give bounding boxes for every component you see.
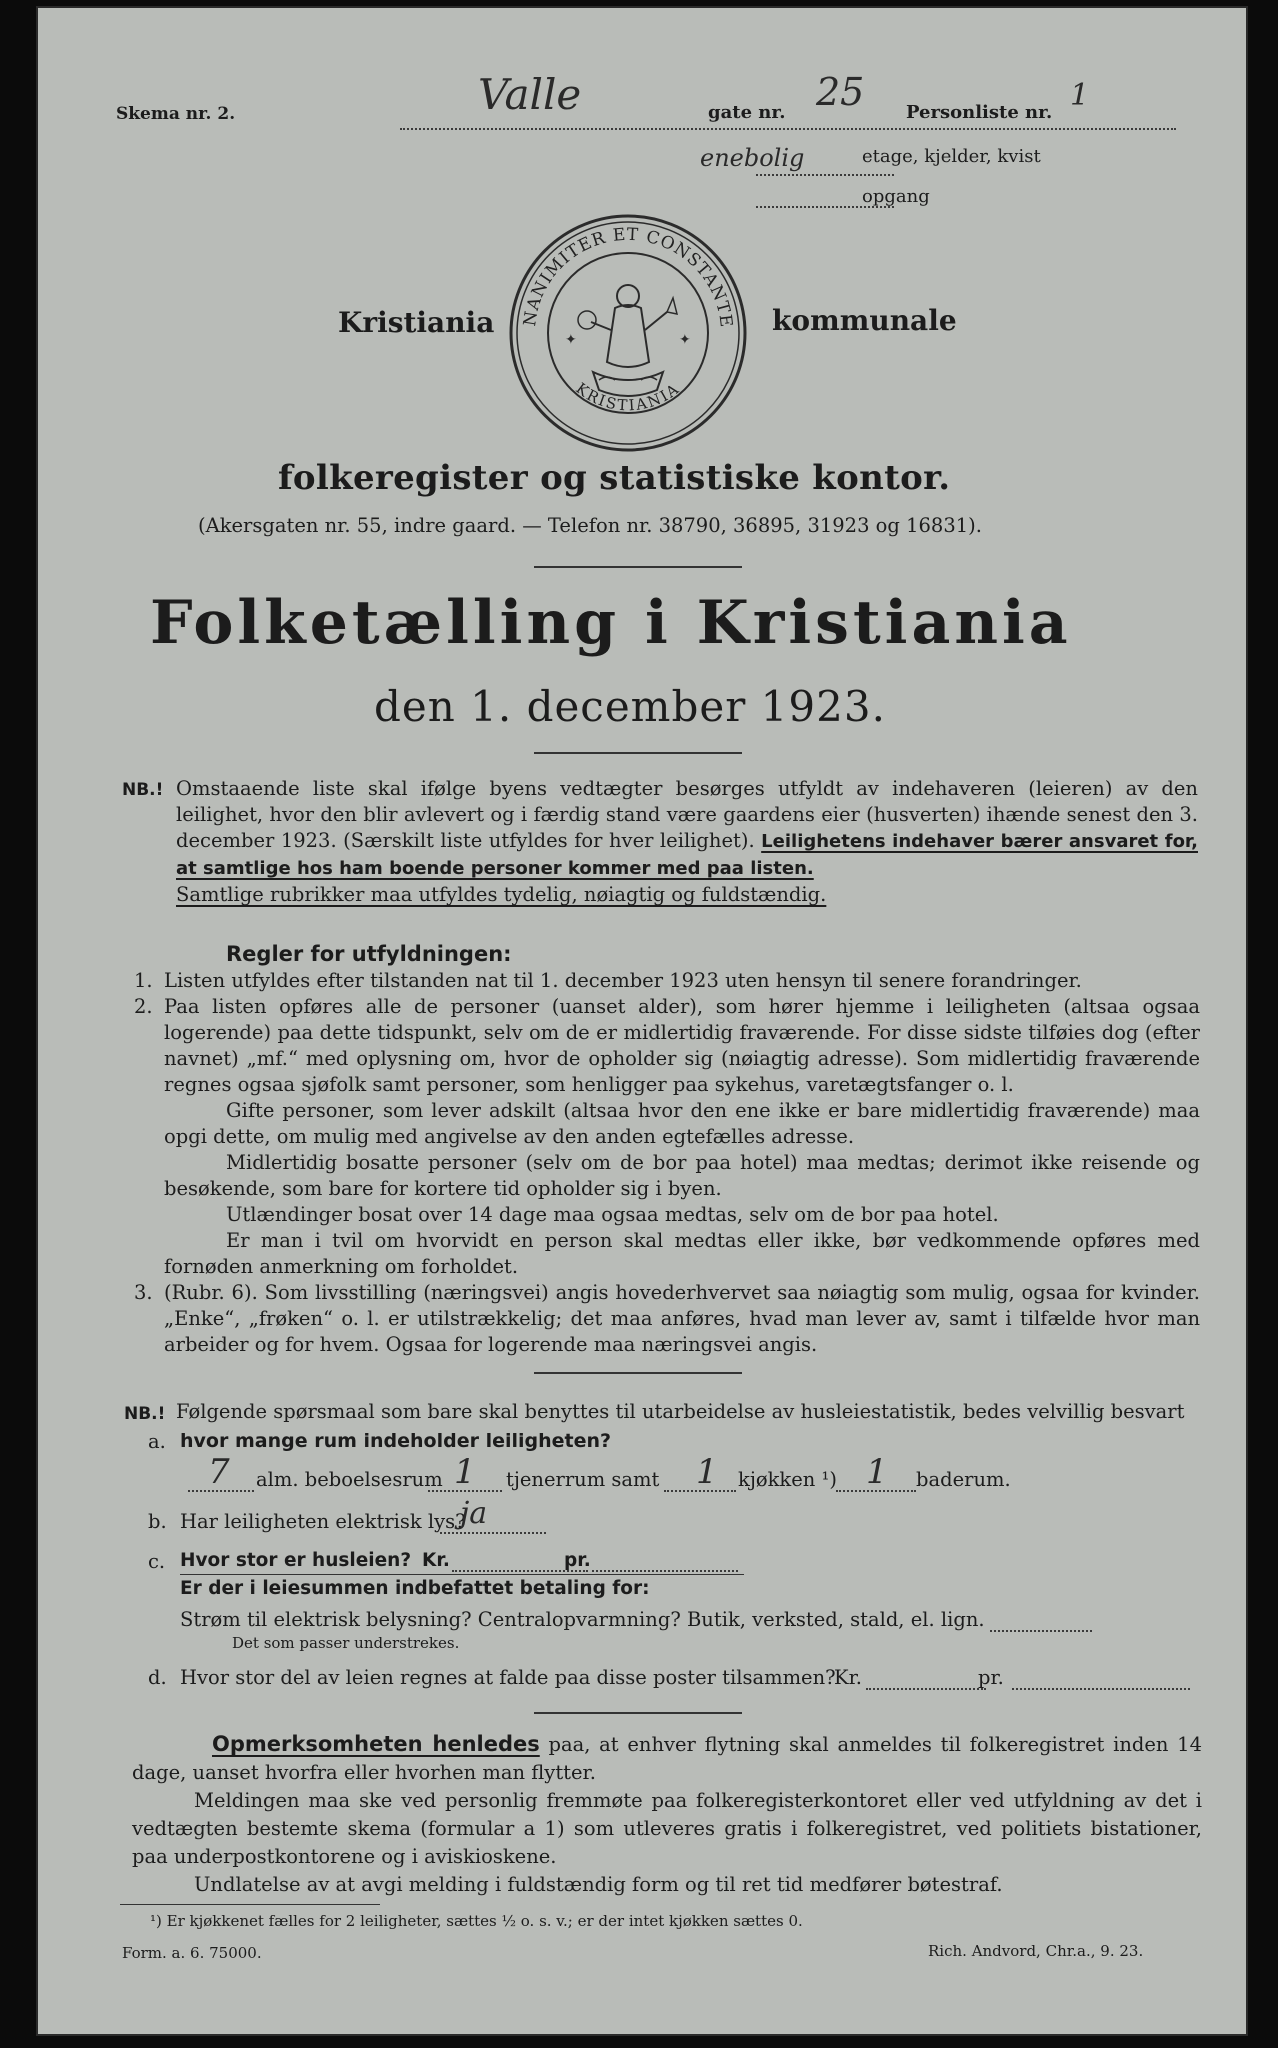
census-form-page	[36, 6, 1248, 2036]
q-c-pr: pr.	[564, 1550, 591, 1571]
bath-value[interactable]: 1	[866, 1452, 888, 1492]
svg-text:UNANIMITER ET CONSTANTER	[507, 212, 736, 329]
nb-completeness: Samtlige rubrikker maa utfyldes tydelig, nøiagtig og fuldstændig.	[176, 883, 827, 906]
kitchen-value[interactable]: 1	[696, 1452, 718, 1492]
footnote: ¹) Er kjøkkenet fælles for 2 leiligheter, sættes ½ o. s. v.; er der intet kjøkken sættes 0.	[150, 1912, 803, 1930]
nb2-text: Følgende spørsmaal som bare skal benyttes til utarbeidelse av husleiestatistik, bedes velvillig besvart	[176, 1400, 1185, 1423]
etage-handwritten[interactable]: enebolig	[700, 144, 805, 172]
personliste-label: Personliste nr.	[906, 102, 1053, 123]
svg-text:✦: ✦	[565, 332, 577, 348]
notice-p2: Meldingen maa ske ved personlig fremmøte paa folkeregisterkontoret eller ved utfyldning av det i vedtægten bestemte skema (formular a 1) som utleveres gratis i folkeregistret, ved politiets bistationer, paa underpostkontorene og i aviskioskene.	[132, 1789, 1202, 1868]
nb-responsibility: Leilighetens indehaver bærer ansvaret for, at samtlige hos ham boende personer kommer med paa listen.	[176, 831, 1198, 879]
notice-p1: paa, at enhver flytning skal anmeldes til folkeregistret inden 14 dage, uanset hvorfra eller hvorhen man flytter.	[132, 1733, 1202, 1784]
rooms-value[interactable]: 7	[208, 1452, 230, 1492]
nb-label: NB.!	[122, 780, 164, 800]
q-d-pr: pr.	[978, 1666, 1004, 1689]
notice-p3: Undlatelse av at avgi melding i fuldstændig form og til ret tid medfører bøtestraf.	[194, 1873, 1003, 1896]
q-d-label: d.	[148, 1666, 167, 1689]
rules-heading: Regler for utfyldningen:	[226, 942, 512, 966]
rule-2: Paa listen opføres alle de personer (uanset alder), som hører hjemme i leiligheten (altsaa ogsaa logerende) paa dette tidspunkt, selv om de er midlertidig fraværende. For disse sidste tilføies dog (efter navnet) „mf.“ med oplysning om, hvor de opholder sig (nøiagtig adresse). Som midlertidig fraværende regnes ogsaa sjøfolk samt personer, som henligger paa sykehus, varetægtsfanger o. l.	[164, 995, 1200, 1096]
divider	[534, 1372, 742, 1374]
q-d-kr: Kr.	[834, 1666, 862, 1689]
gate-number-handwritten[interactable]: 25	[816, 70, 865, 114]
office-address: (Akersgaten nr. 55, indre gaard. — Telefon nr. 38790, 36895, 31923 og 16831).	[198, 514, 982, 537]
seal-top-text: NANIMITER ET CONSTANTE	[520, 224, 737, 330]
footnote-rule	[120, 1904, 380, 1905]
kitchen-label: kjøkken ¹)	[738, 1468, 837, 1491]
etage-label: etage, kjelder, kvist	[862, 146, 1041, 167]
kristiania-seal	[507, 212, 749, 458]
rule-3: (Rubr. 6). Som livsstilling (næringsvei) angis hovederhvervet saa nøiagtig som mulig, ogsaa for kvinder. „Enke“, „frøken“ o. l. er utilstrækkelig; det maa anføres, hvad man lever av, samt i tilfælde hvor man arbeider og for hvem. Ogsaa for logerende maa næringsvei angis.	[164, 1281, 1200, 1356]
servant-value[interactable]: 1	[454, 1452, 476, 1492]
address-line	[400, 128, 1176, 130]
notice-lead: Opmerksomheten henledes	[212, 1732, 540, 1756]
seal-bottom-text: KRISTIANIA	[572, 379, 684, 415]
items-line	[990, 1630, 1092, 1632]
q-c-items: Strøm til elektrisk belysning? Centralopvarmning? Butik, verksted, stald, el. lign.	[180, 1608, 985, 1631]
gate-label: gate nr.	[708, 102, 786, 123]
office-right-word: kommunale	[772, 304, 957, 337]
q-b-label: b.	[148, 1510, 167, 1533]
divider	[534, 1712, 742, 1714]
etage-line	[756, 174, 894, 176]
rule-2-tvil: Er man i tvil om hvorvidt en person skal medtas eller ikke, bør vedkommende opføres med fornøden anmerkning om forholdet.	[164, 1229, 1200, 1278]
q-c-label: c.	[148, 1550, 166, 1573]
skema-number: Skema nr. 2.	[116, 104, 236, 124]
rooms-label: alm. beboelsesrum	[256, 1468, 443, 1491]
divider	[534, 566, 742, 568]
divider	[534, 752, 742, 754]
rules-list: 1. Listen utfyldes efter tilstanden nat til 1. december 1923 uten hensyn til senere forandringer. 2. Paa listen opføres alle de personer (uanset alder), som hører hjemme i leiligheten (altsaa ogsaa logerende) paa dette tidspunkt, selv om de er midlertidig fraværende. For disse sidste tilføies dog (efter navnet) „mf.“ med oplysning om, hvor de opholder sig (nøiagtig adresse). Som midlertidig fraværende regnes ogsaa sjøfolk samt personer, som henligger paa sykehus, varetægtsfanger o. l. Gifte personer, som lever adskilt (altsaa hvor den ene ikke er bare midlertidig fraværende) maa opgi dette, om mulig med angivelse av den anden egtefælles adresse. Midlertidig bosatte personer (selv om de bor paa hotel) maa medtas; derimot ikke reisende og besøkende, som bare for kortere tid opholder sig i byen. Utlændinger bosat over 14 dage maa ogsaa medtas, selv om de bor paa hotel. Er man i tvil om hvorvidt en person skal medtas eller ikke, bør vedkommende opføres med fornøden anmerkning om forholdet. 3. (Rubr. 6). Som livsstilling (næringsvei) angis hovederhvervet saa nøiagtig som mulig, ogsaa for kvinder. „Enke“, „frøken“ o. l. er utilstrækkelig; det maa anføres, hvad man lever av, samt i tilfælde hvor man arbeider og for hvem. Ogsaa for logerende maa næringsvei angis.	[134, 969, 1200, 1356]
bath-label: baderum.	[916, 1468, 1011, 1491]
q-a-label: a.	[148, 1430, 166, 1453]
portion-amount-line[interactable]	[866, 1688, 986, 1690]
title-date: den 1. december 1923.	[374, 682, 886, 731]
q-d-question: Hvor stor del av leien regnes at falde paa disse poster tilsammen?	[180, 1666, 836, 1689]
svg-text:✦: ✦	[679, 332, 691, 348]
q-c-kr: Kr.	[422, 1550, 450, 1571]
street-name-handwritten[interactable]: Valle	[478, 70, 582, 119]
nb-paragraph	[176, 776, 1198, 908]
q-c-note: Det som passer understrekes.	[232, 1634, 460, 1652]
servant-label: tjenerrum samt	[506, 1468, 660, 1491]
rule-2-bosatte: Midlertidig bosatte personer (selv om de bor paa hotel) maa medtas; derimot ikke reisende og besøkende, som bare for kortere tid opholder sig i byen.	[164, 1151, 1200, 1200]
q-a-question: hvor mange rum indeholder leiligheten?	[180, 1430, 612, 1452]
nb-text: Omstaaende liste skal ifølge byens vedtægter besørges utfyldt av indehaveren (leieren) av den leilighet, hvor den blir avlevert og i færdig stand være gaardens eier (husverten) ihænde senest den 3. december 1923. (Særskilt liste utfyldes for hver leilighet).	[176, 777, 1198, 852]
opgang-label: opgang	[862, 186, 930, 207]
q-b-question: Har leiligheten elektrisk lys?	[180, 1510, 466, 1533]
rent-period-line[interactable]	[592, 1570, 738, 1572]
main-title: Folketælling i Kristiania	[150, 588, 1072, 658]
printer-credit: Rich. Andvord, Chr.a., 9. 23.	[928, 1942, 1144, 1960]
nb2-label: NB.!	[124, 1404, 166, 1424]
q-c-sub: Er der i leiesummen indbefattet betaling for:	[180, 1578, 650, 1599]
office-name: folkeregister og statistiske kontor.	[278, 458, 951, 498]
light-value[interactable]: ja	[460, 1496, 488, 1531]
rule-1: Listen utfyldes efter tilstanden nat til 1. december 1923 uten hensyn til senere forandringer.	[164, 969, 1082, 992]
portion-period-line[interactable]	[1012, 1688, 1190, 1690]
rule-2-gifte: Gifte personer, som lever adskilt (altsaa hvor den ene ikke er bare midlertidig fraværende) maa opgi dette, om mulig med angivelse av den anden egtefælles adresse.	[164, 1099, 1200, 1148]
q-c-question: Hvor stor er husleien?	[180, 1550, 412, 1571]
seal-emblem-icon	[507, 212, 749, 454]
personliste-number-handwritten[interactable]: 1	[1070, 78, 1090, 113]
form-number: Form. a. 6. 75000.	[122, 1944, 262, 1962]
rule-2-utlaendinger: Utlændinger bosat over 14 dage maa ogsaa medtas, selv om de bor paa hotel.	[226, 1203, 999, 1226]
light-line	[440, 1532, 546, 1534]
notice-paragraph	[132, 1730, 1202, 1899]
office-left-word: Kristiania	[338, 306, 495, 339]
rent-underline	[180, 1574, 744, 1575]
